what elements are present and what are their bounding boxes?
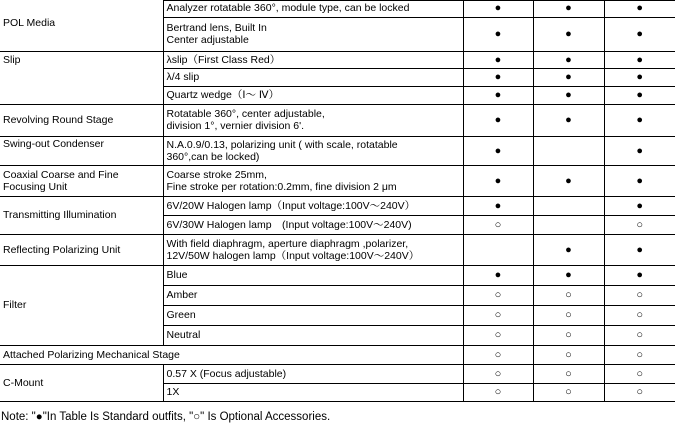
symbol-cell: ○ — [533, 285, 604, 305]
description-cell — [163, 17, 463, 51]
description-cell: Blue — [163, 265, 463, 285]
symbol-cell: ● — [604, 17, 675, 51]
symbol-cell: ○ — [463, 383, 533, 401]
table-note: Note: "●"In Table Is Standard outfits, "○" Is Optional Accessories. — [1, 411, 331, 423]
symbol-cell: ● — [604, 234, 675, 265]
table-row — [0, 165, 675, 196]
description-cell: 6V/30W Halogen lamp (Input voltage:100V～240V) — [163, 215, 463, 234]
symbol-cell: ● — [533, 17, 604, 51]
category-cell: Filter — [0, 265, 163, 345]
symbol-cell: ○ — [533, 364, 604, 383]
symbol-cell: ● — [533, 234, 604, 265]
symbol-cell: ● — [463, 265, 533, 285]
description-line: Center adjustable — [166, 34, 249, 46]
category-cell: Attached Polarizing Mechanical Stage — [0, 345, 463, 364]
description-cell: Analyzer rotatable 360°, module type, can be locked — [163, 0, 463, 17]
category-line: Coaxial Coarse and Fine — [3, 168, 119, 181]
symbol-cell: ○ — [463, 285, 533, 305]
category-line: Focusing Unit — [3, 180, 68, 193]
description-cell — [163, 165, 463, 196]
category-cell: POL Media — [0, 17, 163, 51]
category-cell — [0, 86, 163, 104]
category-cell: Swing-out Condenser — [0, 136, 163, 165]
description-cell: 1X — [163, 383, 463, 401]
symbol-cell: ○ — [533, 345, 604, 364]
table-row — [0, 17, 675, 51]
symbol-cell — [533, 196, 604, 215]
description-line: Fine stroke per rotation:0.2mm, fine division 2 μm — [166, 180, 397, 193]
table-row — [0, 234, 675, 265]
symbol-cell: ● — [604, 265, 675, 285]
symbol-cell: ● — [463, 104, 533, 136]
symbol-cell: ● — [533, 86, 604, 104]
category-cell: Slip — [0, 51, 163, 68]
symbol-cell: ○ — [604, 383, 675, 401]
symbol-cell: ○ — [463, 345, 533, 364]
symbol-cell: ○ — [533, 325, 604, 345]
description-cell: Green — [163, 305, 463, 325]
symbol-cell: ○ — [463, 215, 533, 234]
symbol-cell: ● — [604, 68, 675, 86]
description-cell: 0.57 X (Focus adjustable) — [163, 364, 463, 383]
description-line: 12V/50W halogen lamp（Input voltage:100V～240V） — [166, 249, 420, 262]
description-cell: Amber — [163, 285, 463, 305]
symbol-cell: ● — [533, 0, 604, 17]
table-row — [0, 104, 675, 136]
category-cell: Revolving Round Stage — [0, 104, 163, 136]
symbol-cell: ● — [463, 68, 533, 86]
symbol-cell: ● — [463, 136, 533, 165]
symbol-cell: ○ — [463, 305, 533, 325]
symbol-cell: ● — [604, 0, 675, 17]
table-row — [0, 51, 675, 68]
description-cell — [163, 104, 463, 136]
symbol-cell: ● — [604, 136, 675, 165]
table-row — [0, 136, 675, 165]
description-cell: 6V/20W Halogen lamp（Input voltage:100V～240V） — [163, 196, 463, 215]
table-row — [0, 196, 675, 215]
category-cell — [0, 165, 163, 196]
description-line: Bertrand lens, Built In — [166, 22, 267, 34]
category-cell: Transmitting Illumination — [0, 196, 163, 234]
symbol-cell: ○ — [604, 364, 675, 383]
description-cell: λslip（First Class Red） — [163, 51, 463, 68]
symbol-cell: ● — [463, 86, 533, 104]
description-line: division 1°, vernier division 6'. — [166, 120, 305, 132]
table-row — [0, 345, 675, 364]
table-row — [0, 86, 675, 104]
description-line: N.A.0.9/0.13, polarizing unit ( with scale, rotatable — [166, 138, 398, 151]
description-line: Rotatable 360°, center adjustable, — [166, 108, 325, 120]
category-cell — [0, 0, 163, 17]
symbol-cell: ○ — [604, 325, 675, 345]
category-cell — [0, 68, 163, 86]
symbol-cell: ○ — [533, 305, 604, 325]
symbol-cell: ○ — [604, 345, 675, 364]
symbol-cell: ● — [463, 196, 533, 215]
symbol-cell: ○ — [463, 364, 533, 383]
symbol-cell: ● — [604, 51, 675, 68]
symbol-cell — [533, 136, 604, 165]
symbol-cell — [533, 215, 604, 234]
table-row — [0, 265, 675, 285]
symbol-cell: ● — [533, 68, 604, 86]
symbol-cell: ● — [463, 17, 533, 51]
symbol-cell: ○ — [533, 383, 604, 401]
symbol-cell: ● — [604, 104, 675, 136]
symbol-cell — [463, 234, 533, 265]
description-cell — [163, 136, 463, 165]
symbol-cell: ○ — [604, 305, 675, 325]
table-row — [0, 364, 675, 383]
symbol-cell: ● — [463, 51, 533, 68]
category-cell: Reflecting Polarizing Unit — [0, 234, 163, 265]
description-line: With field diaphragm, aperture diaphragm ,polarizer, — [166, 237, 409, 250]
symbol-cell: ● — [463, 0, 533, 17]
description-cell — [163, 234, 463, 265]
description-cell: Neutral — [163, 325, 463, 345]
symbol-cell: ● — [604, 196, 675, 215]
table-row — [0, 0, 675, 17]
symbol-cell: ○ — [604, 215, 675, 234]
description-line: 360°,can be locked) — [166, 150, 260, 163]
symbol-cell: ● — [533, 104, 604, 136]
description-cell: Quartz wedge（Ⅰ～ Ⅳ） — [163, 86, 463, 104]
description-line: Coarse stroke 25mm, — [166, 168, 267, 181]
symbol-cell: ○ — [604, 285, 675, 305]
symbol-cell: ● — [463, 165, 533, 196]
category-cell: C-Mount — [0, 364, 163, 401]
symbol-cell: ● — [533, 165, 604, 196]
symbol-cell: ● — [533, 265, 604, 285]
symbol-cell: ○ — [463, 325, 533, 345]
description-cell: λ/4 slip — [163, 68, 463, 86]
symbol-cell: ● — [604, 165, 675, 196]
symbol-cell: ● — [533, 51, 604, 68]
table-row — [0, 68, 675, 86]
symbol-cell: ● — [604, 86, 675, 104]
